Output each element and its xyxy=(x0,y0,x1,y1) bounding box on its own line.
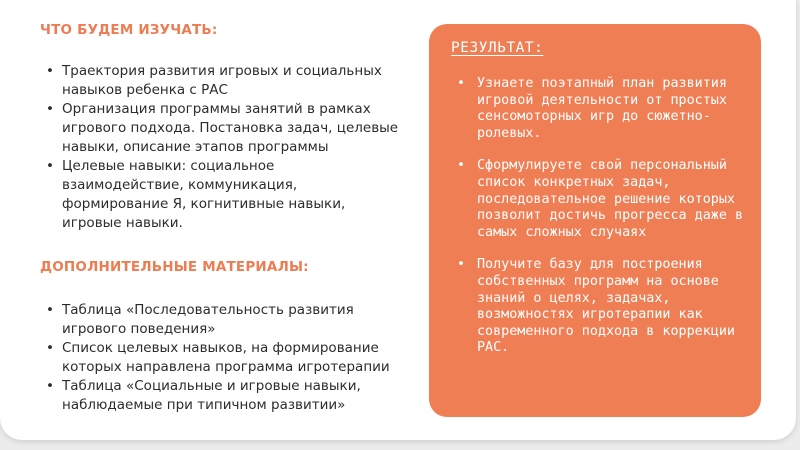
result-item-text: Узнаете поэтапный план развития игровой деятельности от простых сенсомоторных игр до сюжетно-ролевых. xyxy=(477,76,727,141)
study-title: ЧТО БУДЕМ ИЗУЧАТЬ: xyxy=(40,22,218,38)
extra-item-text: Таблица «Последовательность развития игрового поведения» xyxy=(62,302,354,337)
extra-item-text: Таблица «Социальные и игровые навыки, наблюдаемые при типичном развитии» xyxy=(62,378,361,413)
study-item-text: Траектория развития игровых и социальных навыков ребенка с РАС xyxy=(62,63,382,98)
left-column xyxy=(40,22,400,415)
bullet-icon: • xyxy=(46,340,54,356)
bullet-icon: • xyxy=(457,257,466,273)
extra-item xyxy=(40,301,400,339)
bullet-icon: • xyxy=(46,158,54,174)
result-item-text: Получите базу для построения собственных программ на основе знаний о целях, задачах, возможностях игротерапии как современного подхода в коррекции РАС. xyxy=(477,257,735,356)
study-item xyxy=(40,157,400,233)
bullet-icon: • xyxy=(457,158,466,174)
study-item xyxy=(40,62,400,100)
extra-title: ДОПОЛНИТЕЛЬНЫЕ МАТЕРИАЛЫ: xyxy=(40,259,309,275)
result-item xyxy=(453,158,749,241)
study-list xyxy=(40,62,400,233)
study-item-text: Целевые навыки: социальное взаимодействие, коммуникация, формирование Я, когнитивные навыки, игровые навыки. xyxy=(62,158,346,231)
result-list xyxy=(453,76,749,373)
study-item xyxy=(40,100,400,157)
result-item-text: Сформулируете свой персональный список конкретных задач, последовательное решение которых позволит достичь прогресса даже в самых сложных случаях xyxy=(477,158,744,240)
study-item-text: Организация программы занятий в рамках игрового подхода. Постановка задач, целевые навыки, описание этапов программы xyxy=(62,101,399,155)
extra-item xyxy=(40,339,400,377)
result-card xyxy=(429,24,761,417)
result-item xyxy=(453,257,749,357)
bullet-icon: • xyxy=(46,302,54,318)
bullet-icon: • xyxy=(46,63,54,79)
result-title: РЕЗУЛЬТАТ: xyxy=(451,40,544,56)
extra-item xyxy=(40,377,400,415)
extra-item-text: Список целевых навыков, на формирование которых направлена программа игротерапии xyxy=(62,340,390,375)
result-item xyxy=(453,76,749,142)
bullet-icon: • xyxy=(457,76,466,91)
extra-list xyxy=(40,301,400,415)
bullet-icon: • xyxy=(46,101,54,117)
bullet-icon: • xyxy=(46,378,54,394)
